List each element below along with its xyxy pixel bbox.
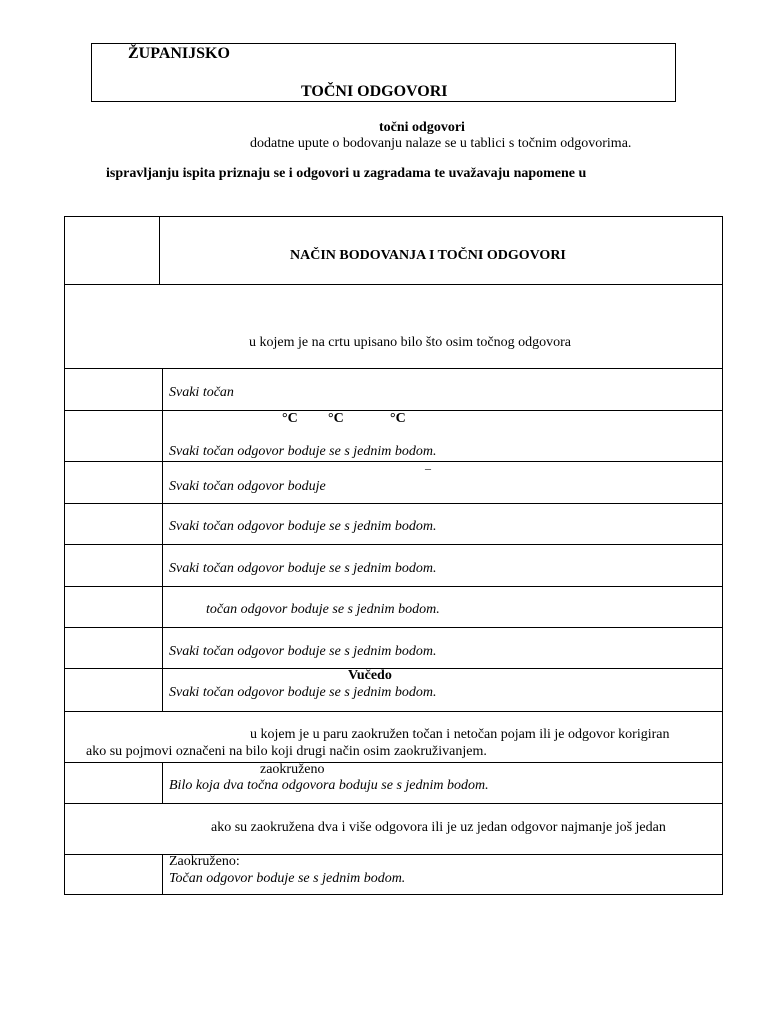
row-divider bbox=[64, 461, 723, 462]
table-header-label: NAČIN BODOVANJA I TOČNI ODGOVORI bbox=[290, 248, 566, 263]
row-divider bbox=[64, 803, 723, 804]
row-5-text: Svaki točan odgovor boduje se s jednim bodom. bbox=[169, 561, 437, 576]
row-divider bbox=[64, 368, 723, 369]
note-3: ako su zaokružena dva i više odgovora ili je uz jedan odgovor najmanje još jedan bbox=[211, 820, 666, 835]
row-8-text: Svaki točan odgovor boduje se s jednim bodom. bbox=[169, 685, 437, 700]
row-divider bbox=[64, 284, 723, 285]
table-border-left bbox=[64, 216, 65, 895]
row-6-text: točan odgovor boduje se s jednim bodom. bbox=[206, 602, 440, 617]
row-divider bbox=[64, 503, 723, 504]
col-divider bbox=[162, 368, 163, 711]
col-divider bbox=[162, 854, 163, 895]
row-divider bbox=[64, 627, 723, 628]
intro-rule-line: ispravljanju ispita priznaju se i odgovori u zagradama te uvažavaju napomene u bbox=[106, 166, 587, 181]
row-divider bbox=[64, 762, 723, 763]
intro-bold-line: točni odgovori bbox=[379, 120, 465, 135]
county-title: ŽUPANIJSKO bbox=[128, 45, 230, 62]
row-8-answer: Vučedo bbox=[348, 668, 392, 683]
unit-celsius: °C bbox=[328, 411, 344, 426]
row-9-label: zaokruženo bbox=[260, 762, 325, 777]
row-4-text: Svaki točan odgovor boduje se s jednim bodom. bbox=[169, 519, 437, 534]
col-divider bbox=[162, 762, 163, 803]
row-10-text: Točan odgovor boduje se s jednim bodom. bbox=[169, 871, 406, 886]
row-divider bbox=[64, 711, 723, 712]
row-1-text: Svaki točan bbox=[169, 385, 234, 400]
row-3-text: Svaki točan odgovor boduje bbox=[169, 479, 326, 494]
unit-celsius: °C bbox=[390, 411, 406, 426]
row-divider bbox=[64, 668, 723, 669]
unit-celsius: °C bbox=[282, 411, 298, 426]
row-10-label: Zaokruženo: bbox=[169, 854, 240, 869]
intro-note-line: dodatne upute o bodovanju nalaze se u tablici s točnim odgovorima. bbox=[250, 136, 632, 151]
row-9-text: Bilo koja dva točna odgovora boduju se s jednim bodom. bbox=[169, 778, 489, 793]
row-divider bbox=[64, 586, 723, 587]
col-divider bbox=[159, 216, 160, 284]
table-border-right bbox=[722, 216, 723, 895]
row-divider bbox=[64, 544, 723, 545]
row-3-dash: – bbox=[425, 461, 431, 475]
row-2-text: Svaki točan odgovor boduje se s jednim bodom. bbox=[169, 444, 437, 459]
table-border-top bbox=[64, 216, 723, 217]
note-1: u kojem je na crtu upisano bilo što osim točnog odgovora bbox=[249, 335, 571, 350]
row-7-text: Svaki točan odgovor boduje se s jednim bodom. bbox=[169, 644, 437, 659]
row-divider bbox=[64, 854, 723, 855]
note-2-line1: u kojem je u paru zaokružen točan i netočan pojam ili je odgovor korigiran bbox=[250, 727, 670, 742]
page-title: TOČNI ODGOVORI bbox=[301, 83, 448, 100]
note-2-line2: ako su pojmovi označeni na bilo koji drugi način osim zaokruživanjem. bbox=[86, 744, 487, 759]
